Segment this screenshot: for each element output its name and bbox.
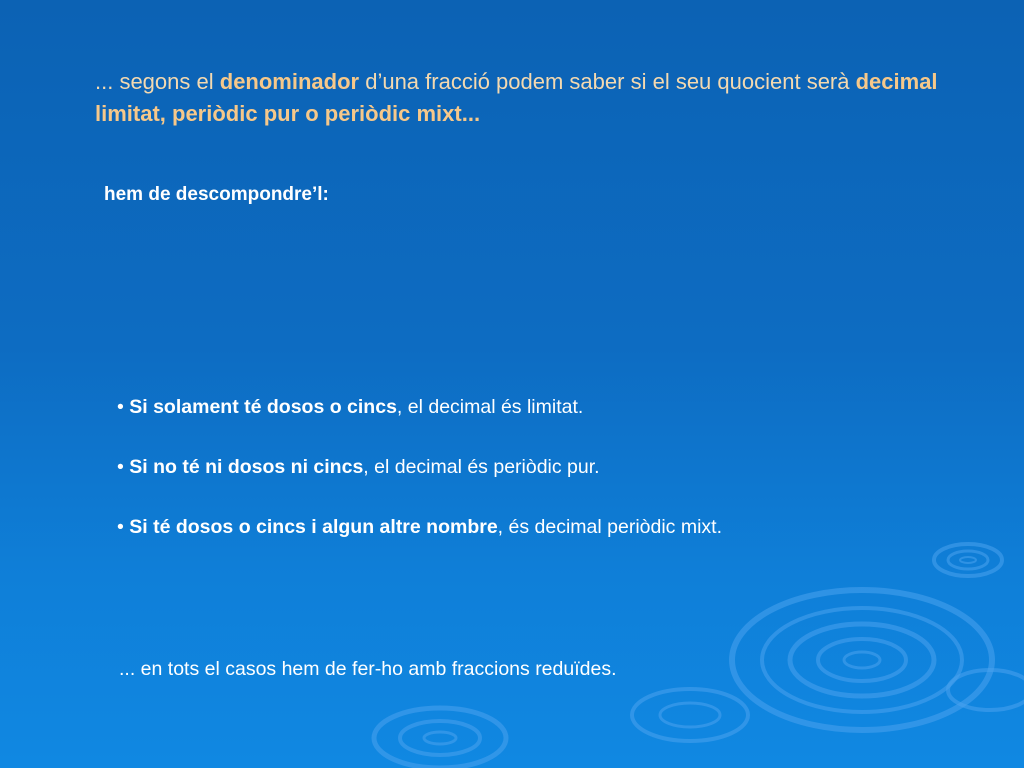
rule-condition: Si no té ni dosos ni cincs: [129, 456, 364, 478]
lead-heading: hem de descompondre’l:: [104, 184, 329, 205]
closing-note: ... en tots el casos hem de fer-ho amb fraccions reduïdes.: [119, 658, 617, 680]
bullet-marker: •: [117, 396, 124, 418]
rule-item-mixed-periodic: [117, 513, 722, 541]
rule-item-limited: [117, 393, 722, 421]
intro-highlight-denominator: denominador: [219, 69, 360, 94]
rule-result: , el decimal és limitat.: [396, 396, 584, 418]
rule-result: , és decimal periòdic mixt.: [497, 516, 722, 538]
rule-condition: Si té dosos o cincs i algun altre nombre: [129, 516, 498, 538]
rule-condition: Si solament té dosos o cincs: [129, 396, 397, 418]
bullet-marker: •: [117, 516, 124, 538]
intro-highlight-types: decimal limitat, periòdic pur o periòdic mixt...: [95, 69, 938, 126]
intro-text-1: ... segons el: [95, 69, 220, 94]
intro-text-2: d’una fracció podem saber si el seu quocient serà: [359, 69, 856, 94]
rule-item-pure-periodic: [117, 453, 722, 481]
rule-result: , el decimal és periòdic pur.: [363, 456, 600, 478]
intro-paragraph: [95, 66, 975, 130]
bullet-marker: •: [117, 456, 124, 478]
rules-list: [117, 393, 722, 573]
